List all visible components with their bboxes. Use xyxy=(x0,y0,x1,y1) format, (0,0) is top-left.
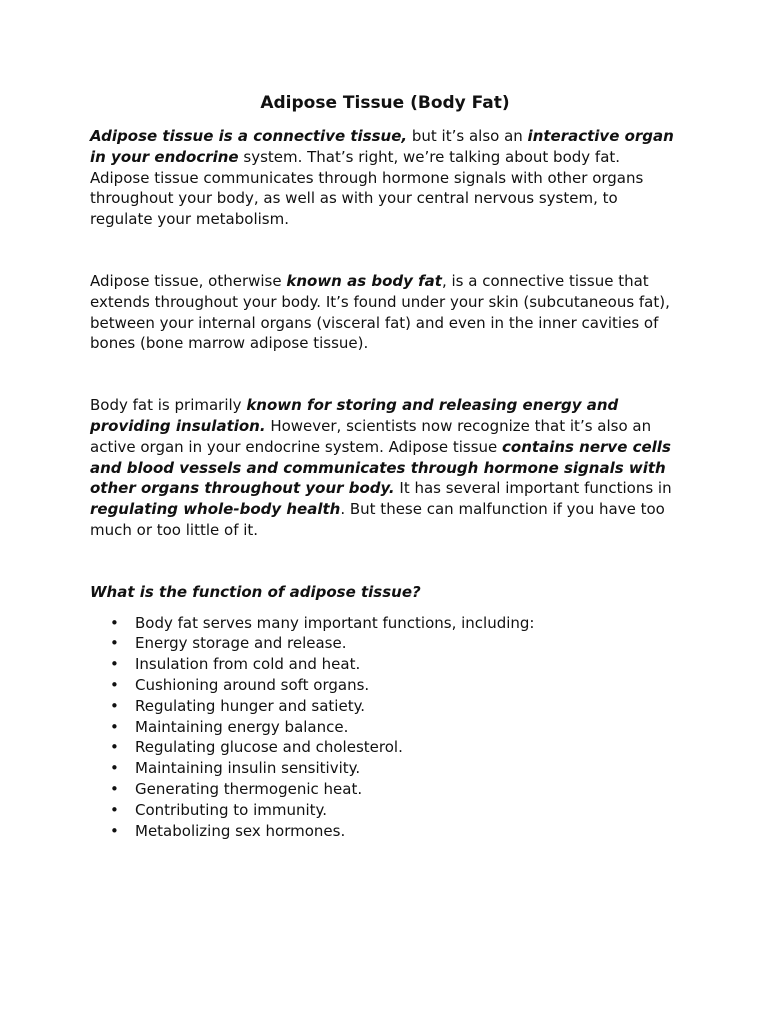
list-item xyxy=(90,613,680,634)
list-item xyxy=(90,779,680,800)
list-item xyxy=(90,696,680,717)
emphasis-text: interactive organ in your endocrine xyxy=(90,127,674,166)
paragraph-definition xyxy=(90,271,680,354)
bullet-icon: • xyxy=(110,696,119,715)
bullet-icon: • xyxy=(110,821,119,840)
bullet-icon: • xyxy=(110,800,119,819)
list-item-text: Generating thermogenic heat. xyxy=(135,779,363,798)
list-item xyxy=(90,654,680,675)
emphasis-text: regulating whole-body health xyxy=(90,500,341,519)
bullet-icon: • xyxy=(110,675,119,694)
bullet-icon: • xyxy=(110,655,119,674)
emphasis-text: known for storing and releasing energy and providing insulation. xyxy=(90,396,619,435)
body-text: system. That’s right, we’re talking about body fat. Adipose tissue communicates through hormone signals with other organs throughout your body, as well as with your central nervous system, to regulate your metabolism. xyxy=(90,147,644,229)
bullet-icon: • xyxy=(110,759,119,778)
list-item xyxy=(90,717,680,738)
list-item-text: Energy storage and release. xyxy=(135,634,347,653)
list-item-text: Metabolizing sex hormones. xyxy=(135,821,346,840)
list-item-text: Regulating hunger and satiety. xyxy=(135,696,366,715)
document-title: Adipose Tissue (Body Fat) xyxy=(260,93,510,113)
list-item-text: Cushioning around soft organs. xyxy=(135,675,370,694)
paragraph-intro xyxy=(90,126,680,230)
list-item-text: Maintaining insulin sensitivity. xyxy=(135,759,361,778)
paragraph-spacer xyxy=(90,354,680,395)
body-text: It has several important functions in xyxy=(394,479,672,498)
emphasis-text: known as body fat xyxy=(286,271,442,290)
emphasis-text: Adipose tissue is a connective tissue, xyxy=(90,127,408,145)
body-text: , is a connective tissue that extends throughout your body. It’s found under your skin (subcutaneous fat), between your internal organs (visceral fat) and even in the inner cavities of bones (bone marrow adipose tissue). xyxy=(90,271,670,353)
body-text: Body fat is primarily xyxy=(90,396,247,415)
body-text: . But these can malfunction if you have too much or too little of it. xyxy=(90,500,665,539)
bullet-icon: • xyxy=(110,634,119,653)
bullet-icon: • xyxy=(110,738,119,757)
list-item xyxy=(90,675,680,696)
list-item-text: Regulating glucose and cholesterol. xyxy=(135,738,403,757)
list-item-text: Maintaining energy balance. xyxy=(135,717,349,736)
body-text: However, scientists now recognize that it’s also an active organ in your endocrine system. Adipose tissue xyxy=(90,416,652,456)
functions-list xyxy=(90,613,680,842)
list-item-text: Contributing to immunity. xyxy=(135,800,328,819)
list-item xyxy=(90,633,680,654)
emphasis-text: contains nerve cells and blood vessels and communicates through hormone signals with other organs throughout your body. xyxy=(90,437,671,498)
list-item-text: Body fat serves many important functions, including: xyxy=(135,613,535,632)
paragraph-spacer xyxy=(90,541,680,582)
list-item-text: Insulation from cold and heat. xyxy=(135,655,361,674)
bullet-icon: • xyxy=(110,717,119,736)
document-page xyxy=(90,92,680,841)
list-item xyxy=(90,821,680,842)
section-question-heading: What is the function of adipose tissue? xyxy=(90,582,421,601)
list-item xyxy=(90,758,680,779)
body-text: Adipose tissue, otherwise xyxy=(90,271,287,290)
body-text: but it’s also an xyxy=(407,127,528,145)
list-item xyxy=(90,737,680,758)
paragraph-functions xyxy=(90,395,680,541)
bullet-icon: • xyxy=(110,613,119,632)
bullet-icon: • xyxy=(110,779,119,798)
paragraph-spacer xyxy=(90,230,680,271)
list-item xyxy=(90,800,680,821)
